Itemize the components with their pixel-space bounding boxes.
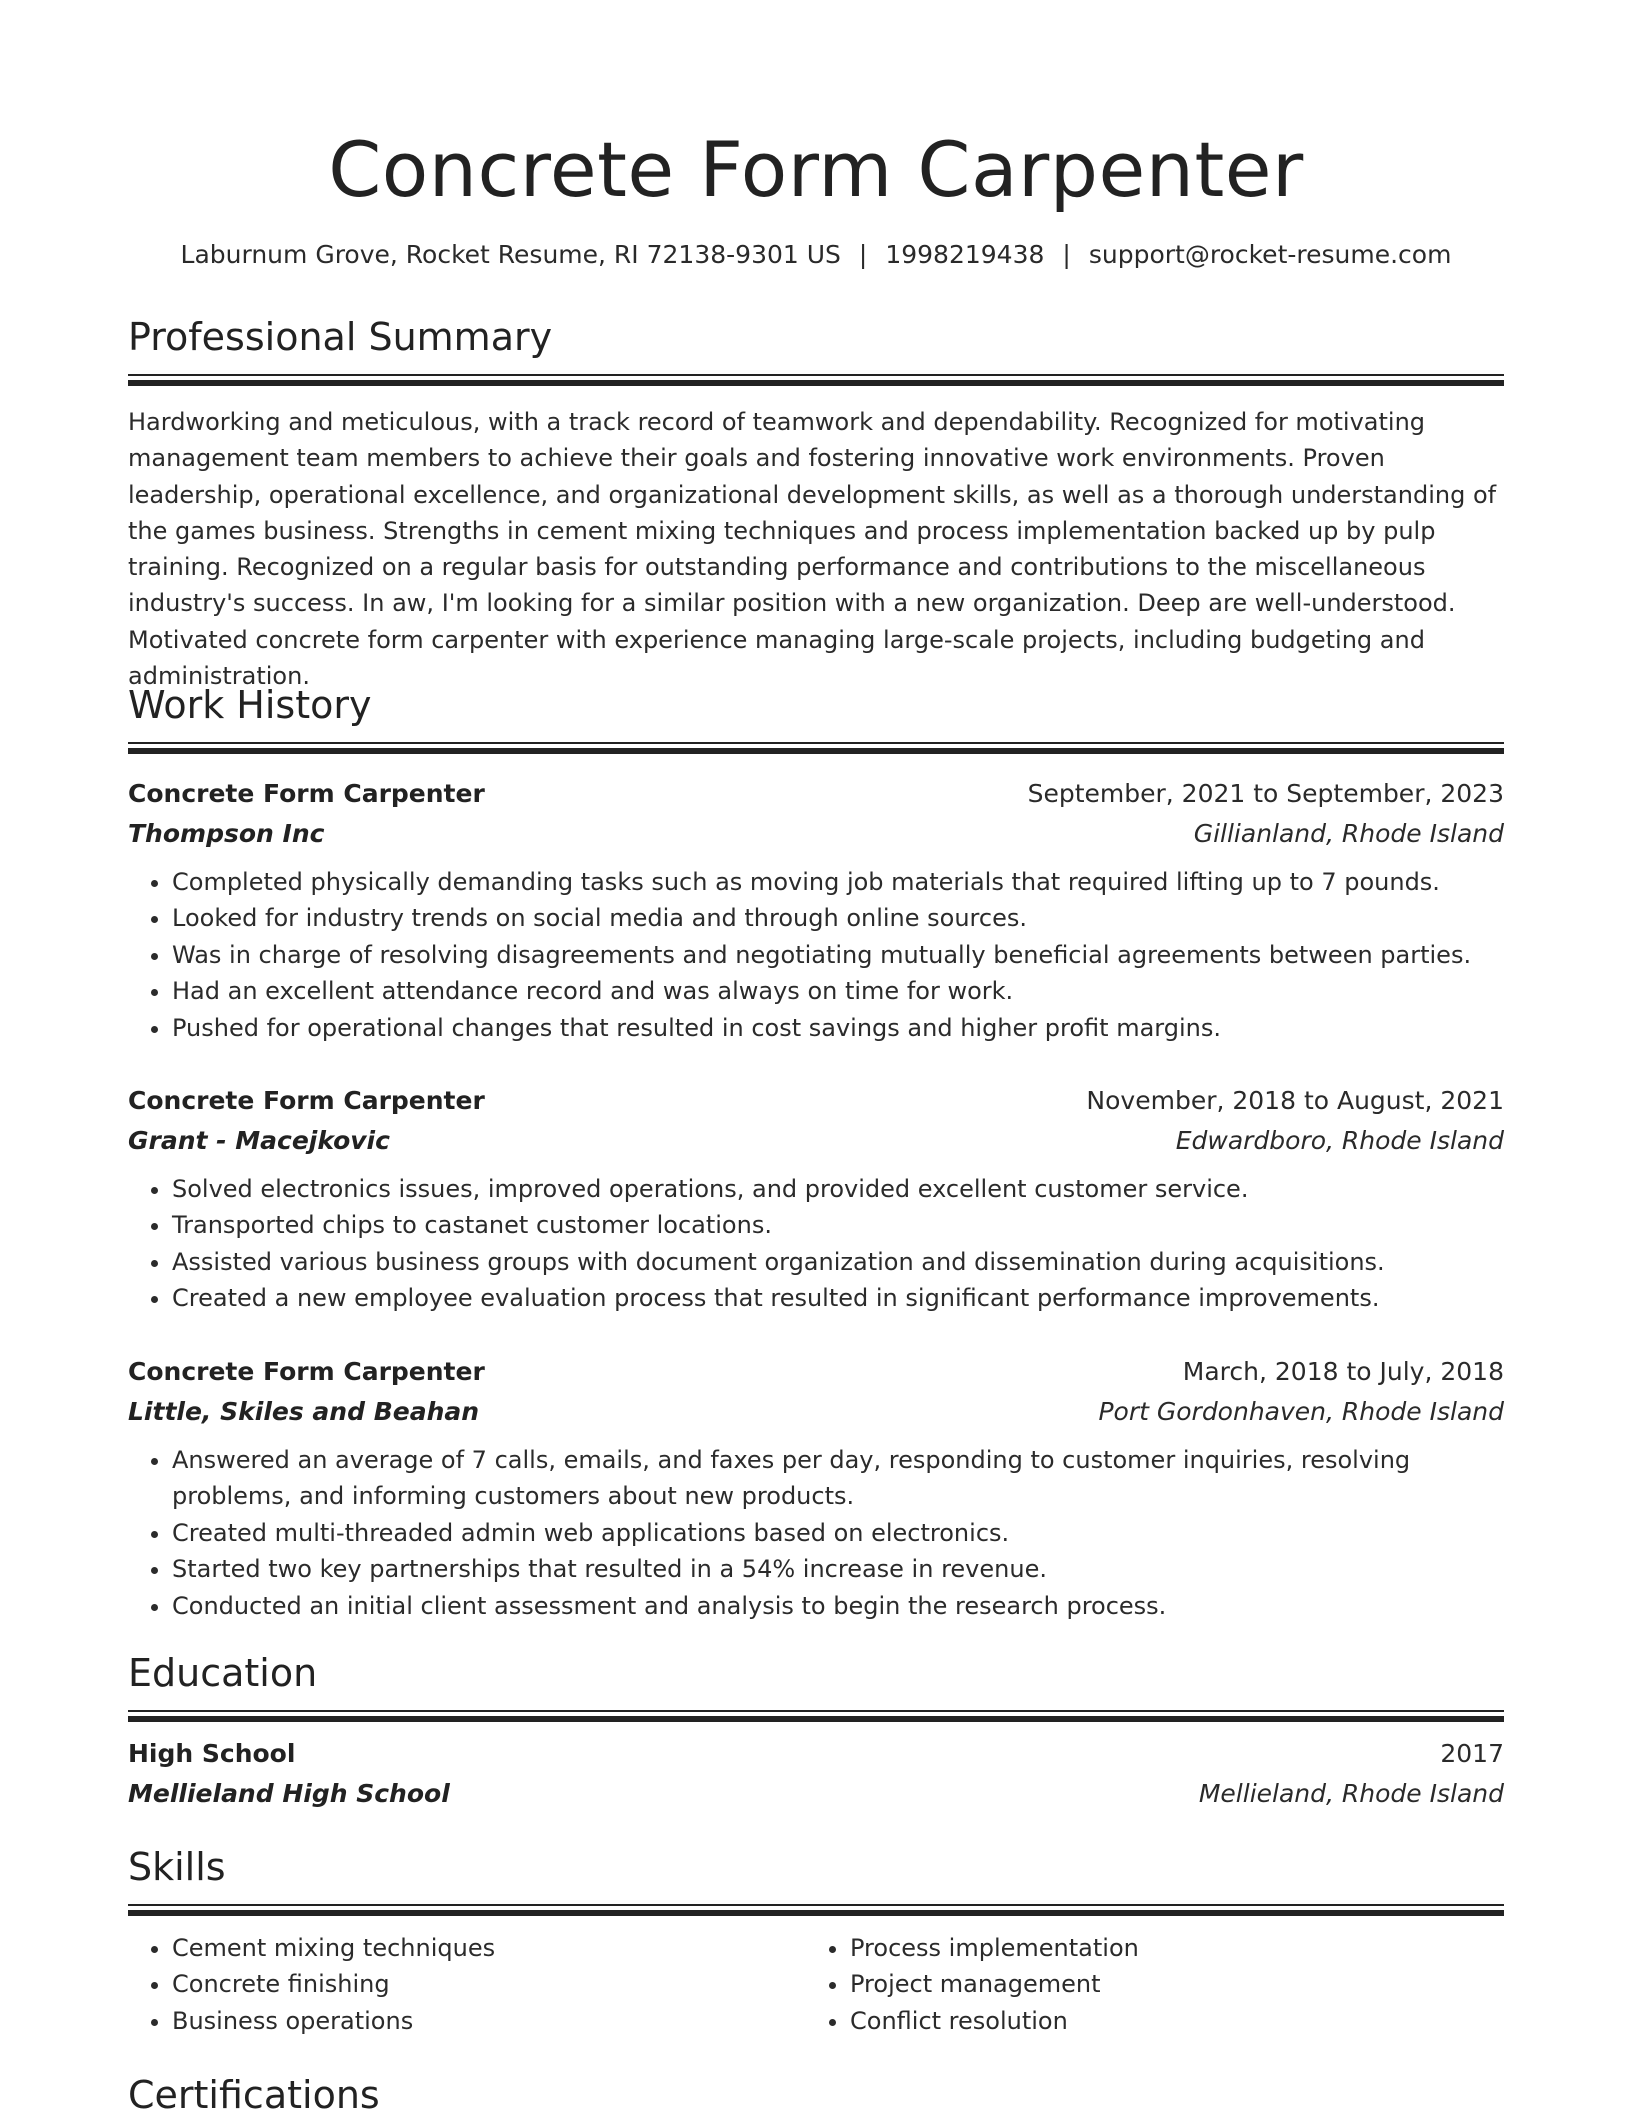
job-title: Concrete Form Carpenter [128,1086,485,1115]
job-location: Edwardboro, Rhode Island [1175,1126,1504,1155]
job-company: Thompson Inc [128,819,325,848]
job-company: Little, Skiles and Beahan [128,1397,480,1426]
list-item: • Solved electronics issues, improved operations, and provided excellent customer service. [172,1171,1504,1207]
job-bullets [128,864,1504,1046]
list-item: • Answered an average of 7 calls, emails, and faxes per day, responding to customer inquiries, resolving problems, and informing customers about new products. [172,1442,1504,1515]
section-title-certifications: Certifications [128,2073,380,2117]
section-divider [128,374,1504,386]
job-title: Concrete Form Carpenter [128,779,485,808]
list-item: • Created a new employee evaluation process that resulted in significant performance improvements. [172,1280,1504,1316]
list-item: • Was in charge of resolving disagreements and negotiating mutually beneficial agreements between parties. [172,937,1504,973]
certifications-section [128,2070,1504,2120]
list-item: • Conducted an initial client assessment and analysis to begin the research process. [172,1588,1504,1624]
job-entry [128,1081,1504,1317]
contact-address: Laburnum Grove, Rocket Resume, RI 72138-9301 US [180,240,841,269]
list-item: • Completed physically demanding tasks such as moving job materials that required lifting up to 7 pounds. [172,864,1504,900]
education-location: Mellieland, Rhode Island [1198,1779,1504,1808]
education-section [128,1648,1504,1814]
job-title: Concrete Form Carpenter [128,1357,485,1386]
section-title-work: Work History [128,683,372,727]
contact-line [128,238,1504,272]
contact-phone: 1998219438 [885,240,1045,269]
education-year: 2017 [1440,1739,1504,1768]
summary-section [128,312,1504,694]
job-dates: November, 2018 to August, 2021 [1086,1086,1504,1115]
list-item: • Transported chips to castanet customer locations. [172,1207,1504,1243]
job-bullets [128,1442,1504,1624]
section-title-summary: Professional Summary [128,315,553,359]
list-item: • Had an excellent attendance record and was always on time for work. [172,973,1504,1009]
list-item: • Business operations [172,2003,806,2039]
contact-separator: | [858,240,868,269]
list-item: • Cement mixing techniques [172,1930,806,1966]
summary-text: Hardworking and meticulous, with a track record of teamwork and dependability. Recognized for motivating management team members to achieve their goals and fostering innovative work environments. Proven leadership, operational excellence, and organizational development skills, as well as a thorough understanding of the games business. Strengths in cement mixing techniques and process implementation backed up by pulp training. Recognized on a regular basis for outstanding performance and contributions to the miscellaneous industry's success. In aw, I'm looking for a similar position with a new organization. Deep are well-understood. Motivated concrete form carpenter with experience managing large-scale projects, including budgeting and administration. [128,408,1497,691]
skills-list-left [128,1930,806,2039]
job-location: Gillianland, Rhode Island [1193,819,1504,848]
section-divider [128,742,1504,754]
section-divider [128,1904,1504,1916]
job-dates: September, 2021 to September, 2023 [1027,779,1504,808]
job-bullets [128,1171,1504,1317]
section-divider [128,1710,1504,1722]
list-item: • Created multi-threaded admin web applications based on electronics. [172,1515,1504,1551]
skills-section [128,1842,1504,2039]
contact-email: support@rocket-resume.com [1088,240,1452,269]
education-school: Mellieland High School [128,1779,450,1808]
skills-grid [128,1930,1504,2039]
list-item: • Started two key partnerships that resulted in a 54% increase in revenue. [172,1551,1504,1587]
job-dates: March, 2018 to July, 2018 [1182,1357,1504,1386]
list-item: • Conflict resolution [850,2003,1484,2039]
job-location: Port Gordonhaven, Rhode Island [1098,1397,1504,1426]
resume-name: Concrete Form Carpenter [328,125,1304,214]
list-item: • Process implementation [850,1930,1484,1966]
job-company: Grant - Macejkovic [128,1126,390,1155]
job-entry [128,774,1504,1046]
list-item: • Concrete finishing [172,1966,806,2002]
resume-page [128,0,1504,2117]
contact-separator: | [1062,240,1071,269]
list-item: • Project management [850,1966,1484,2002]
list-item: • Pushed for operational changes that resulted in cost savings and higher profit margins. [172,1010,1504,1046]
education-degree: High School [128,1739,296,1768]
section-title-education: Education [128,1651,318,1695]
work-section [128,680,1504,754]
list-item: • Looked for industry trends on social media and through online sources. [172,900,1504,936]
list-item: • Assisted various business groups with document organization and dissemination during acquisitions. [172,1244,1504,1280]
job-entry [128,1352,1504,1624]
skills-list-right [806,1930,1484,2039]
section-title-skills: Skills [128,1845,226,1889]
